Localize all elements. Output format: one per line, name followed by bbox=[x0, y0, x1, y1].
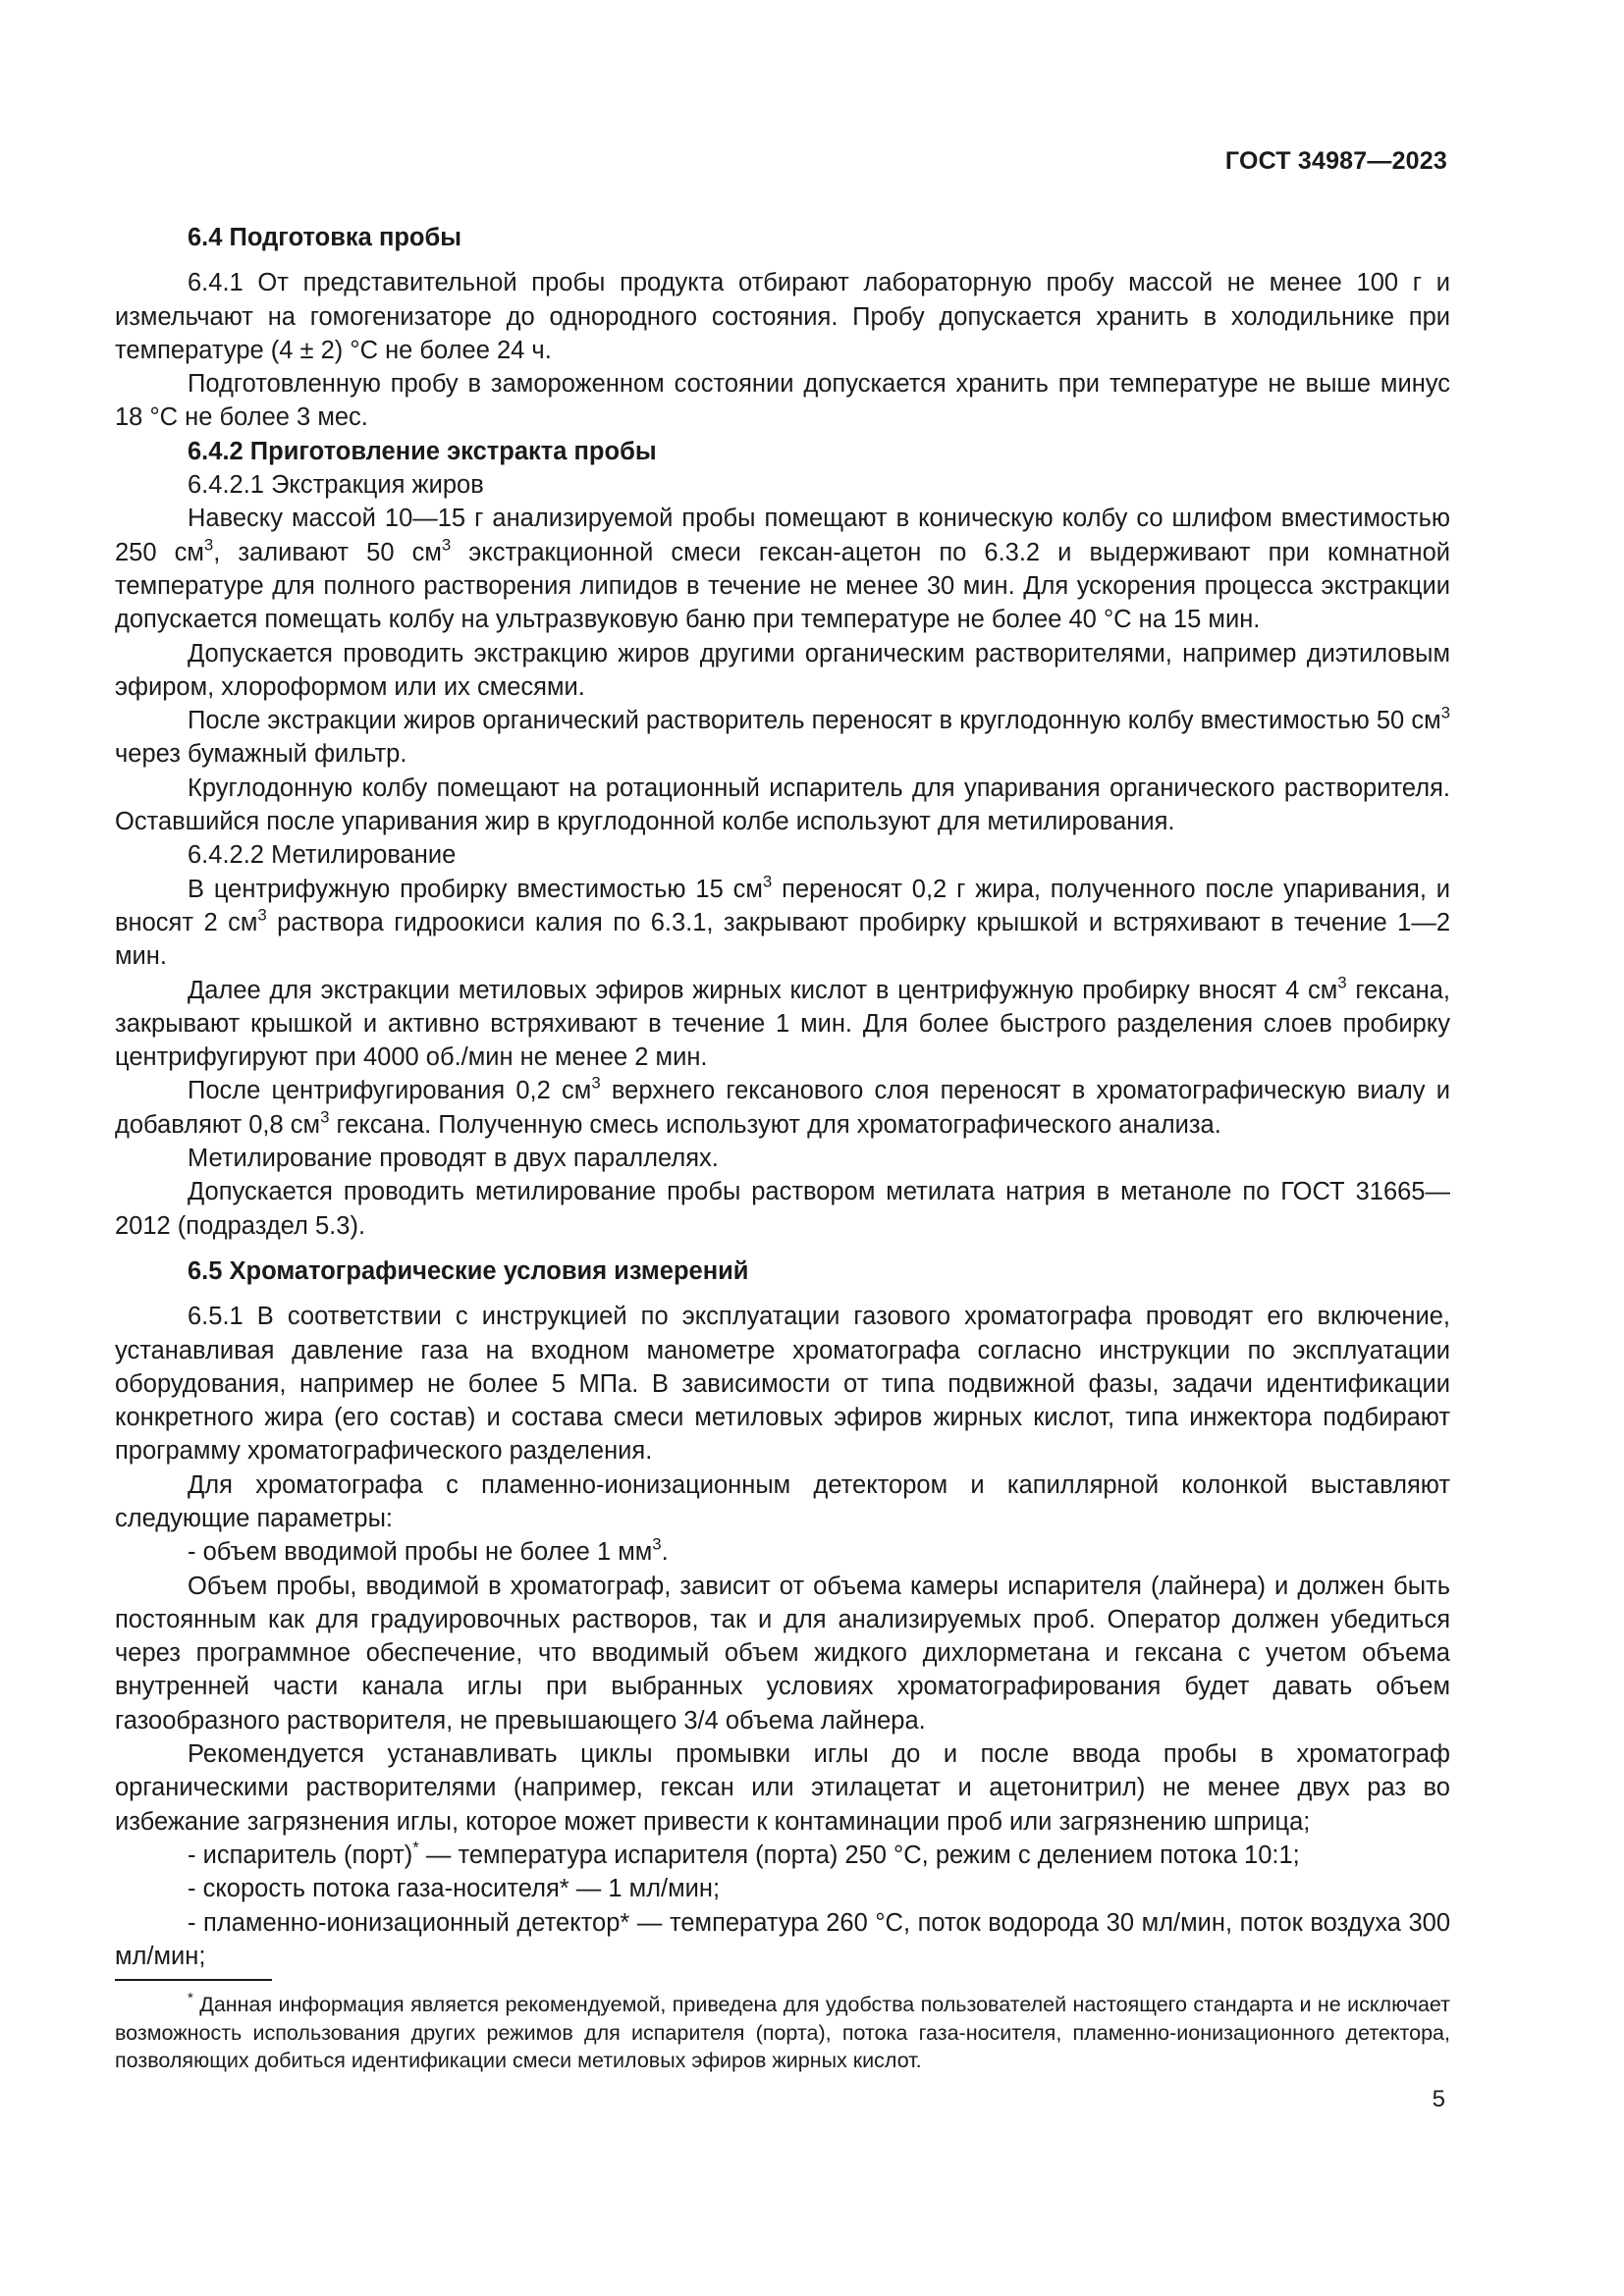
section-6-4-2-2-title: 6.4.2.2 Метилирование bbox=[188, 841, 457, 870]
paragraph-parallel-runs: Метилирование проводят в двух параллелях. bbox=[188, 1145, 719, 1173]
footnote-text: Данная информация является рекомендуемой, приведена для удобства пользователей настоящего стандарта и не исключает возможность использования других режимов для испарителя (порта), потока газа-носителя, пламенно-ионизационного детектора, позволяющих добиться идентификации смеси метиловых эфиров жирных кислот. bbox=[115, 1993, 1450, 2072]
paragraph-rotary-evaporator: Круглодонную колбу помещают на ротационный испаритель для упаривания органического растворителя. Оставшийся после упаривания жир в круглодонной колбе используют для метилирования. bbox=[115, 774, 1450, 836]
paragraph-6-5-1: 6.5.1 В соответствии с инструкцией по эксплуатации газового хроматографа проводят его включение, устанавливая давление газа на входном манометре хроматографа согласно инструкции по эксплуатации оборудования, например не более 5 МПа. В зависимости от типа подвижной фазы, задачи идентификации конкретного жира (его состав) и состава смеси метиловых эфиров жирных кислот, типа инжектора подбирают программу хроматографического разделения. bbox=[115, 1303, 1450, 1466]
paragraph-6-4-1: 6.4.1 От представительной пробы продукта отбирают лабораторную пробу массой не менее 100 г и измельчают на гомогенизаторе до однородного состояния. Пробу допускается хранить в холодильнике при температуре (4 ± 2) °С не более 24 ч. bbox=[115, 269, 1450, 364]
list-item-injector-port: - испаритель (порт)* — температура испарителя (порта) 250 °С, режим с делением потока 10:1; bbox=[188, 1838, 1300, 1869]
list-item-fid-detector: - пламенно-ионизационный детектор* — температура 260 °С, поток водорода 30 мл/мин, поток воздуха 300 мл/мин; bbox=[115, 1908, 1450, 1970]
section-6-4-title: 6.4 Подготовка пробы bbox=[188, 224, 462, 251]
paragraph-needle-washing: Рекомендуется устанавливать циклы промывки иглы до и после ввода пробы в хроматограф органическими растворителями (например, гексан или этилацетат и ацетонитрил) не менее двух раз во избежание загрязнения иглы, которое может привести к контаминации проб или загрязнению шприца; bbox=[115, 1740, 1450, 1836]
paragraph-fid-parameters: Для хроматографа с пламенно-ионизационным детектором и капиллярной колонкой выставляют следующие параметры: bbox=[115, 1470, 1450, 1532]
page-number: 5 bbox=[1432, 2086, 1445, 2112]
paragraph-centrifugation: После центрифугирования 0,2 $см^3$ верхнего гексанового слоя переносят в хроматографическую виалу и добавляют 0,8 $см^3$ гексана. Полученную смесь используют для хроматографического анализа. bbox=[115, 1074, 1450, 1139]
standard-code-header: ГОСТ 34987—2023 bbox=[1224, 147, 1447, 175]
paragraph-sodium-methylate: Допускается проводить метилирование пробы раствором метилата натрия в метаноле по ГОСТ 31665—2012 (подраздел 5.3). bbox=[115, 1178, 1450, 1240]
section-6-5-title: 6.5 Хроматографические условия измерений bbox=[188, 1256, 749, 1285]
list-item-carrier-gas-flow: - скорость потока газа-носителя* — 1 мл/мин; bbox=[188, 1875, 721, 1903]
paragraph-extraction-filter: После экстракции жиров органический растворитель переносят в круглодонную колбу вместимостью 50 $см^3$ через бумажный фильтр. bbox=[115, 703, 1450, 769]
paragraph-liner-volume: Объем пробы, вводимой в хроматограф, зависит от объема камеры испарителя (лайнера) и должен быть постоянным как для градуировочных растворов, так и для анализируемых проб. Оператор должен убедиться через программное обеспечение, что вводимый объем жидкого дихлорметана и гексана с учетом объема внутренней части канала иглы при выбранных условиях хроматографирования будет давать объем газообразного растворителя, не превышающего 3/4 объема лайнера. bbox=[115, 1572, 1450, 1735]
section-6-4-2-title: 6.4.2 Приготовление экстракта пробы bbox=[188, 437, 657, 465]
paragraph-extraction-alternatives: Допускается проводить экстракцию жиров другими органическим растворителями, например диэтиловым эфиром, хлороформом или их смесями. bbox=[115, 639, 1450, 701]
paragraph-hexane-extraction: Далее для экстракции метиловых эфиров жирных кислот в центрифужную пробирку вносят 4 $см^3$ гексана, закрывают крышкой и активно встряхивают в течение 1 мин. Для более быстрого разделения слоев пробирку центрифугируют при 4000 об./мин не менее 2 мин. bbox=[115, 973, 1450, 1072]
document-body bbox=[115, 221, 1450, 1973]
list-item-injection-volume: - объем вводимой пробы не более 1 $мм^3$. bbox=[188, 1534, 669, 1567]
section-6-4-2-1-title: 6.4.2.1 Экстракция жиров bbox=[188, 471, 484, 500]
footnote-marker: * bbox=[188, 1989, 193, 2006]
paragraph-methylation-procedure: В центрифужную пробирку вместимостью 15 $см^3$ переносят 0,2 г жира, полученного после упаривания, и вносят 2 $см^3$ раствора гидроокиси калия по 6.3.1, закрывают пробирку крышкой и встряхивают в течение 1—2 мин. bbox=[115, 872, 1451, 971]
paragraph-6-4-1-storage: Подготовленную пробу в замороженном состоянии допускается хранить при температуре не выше минус 18 °С не более 3 мес. bbox=[115, 370, 1450, 432]
footnote-divider bbox=[115, 1979, 272, 1981]
paragraph-extraction-procedure: Навеску массой 10—15 г анализируемой пробы помещают в коническую колбу со шлифом вместимостью 250 $см^3$, заливают 50 $см^3$ экстракционной смеси гексан-ацетон по 6.3.2 и выдерживают при комнатной температуре для полного растворения липидов в течение не менее 30 мин. Для ускорения процесса экстракции допускается помещать колбу на ультразвуковую баню при температуре не более 40 °С на 15 мин. bbox=[115, 505, 1450, 634]
footnote bbox=[115, 1991, 1450, 2075]
